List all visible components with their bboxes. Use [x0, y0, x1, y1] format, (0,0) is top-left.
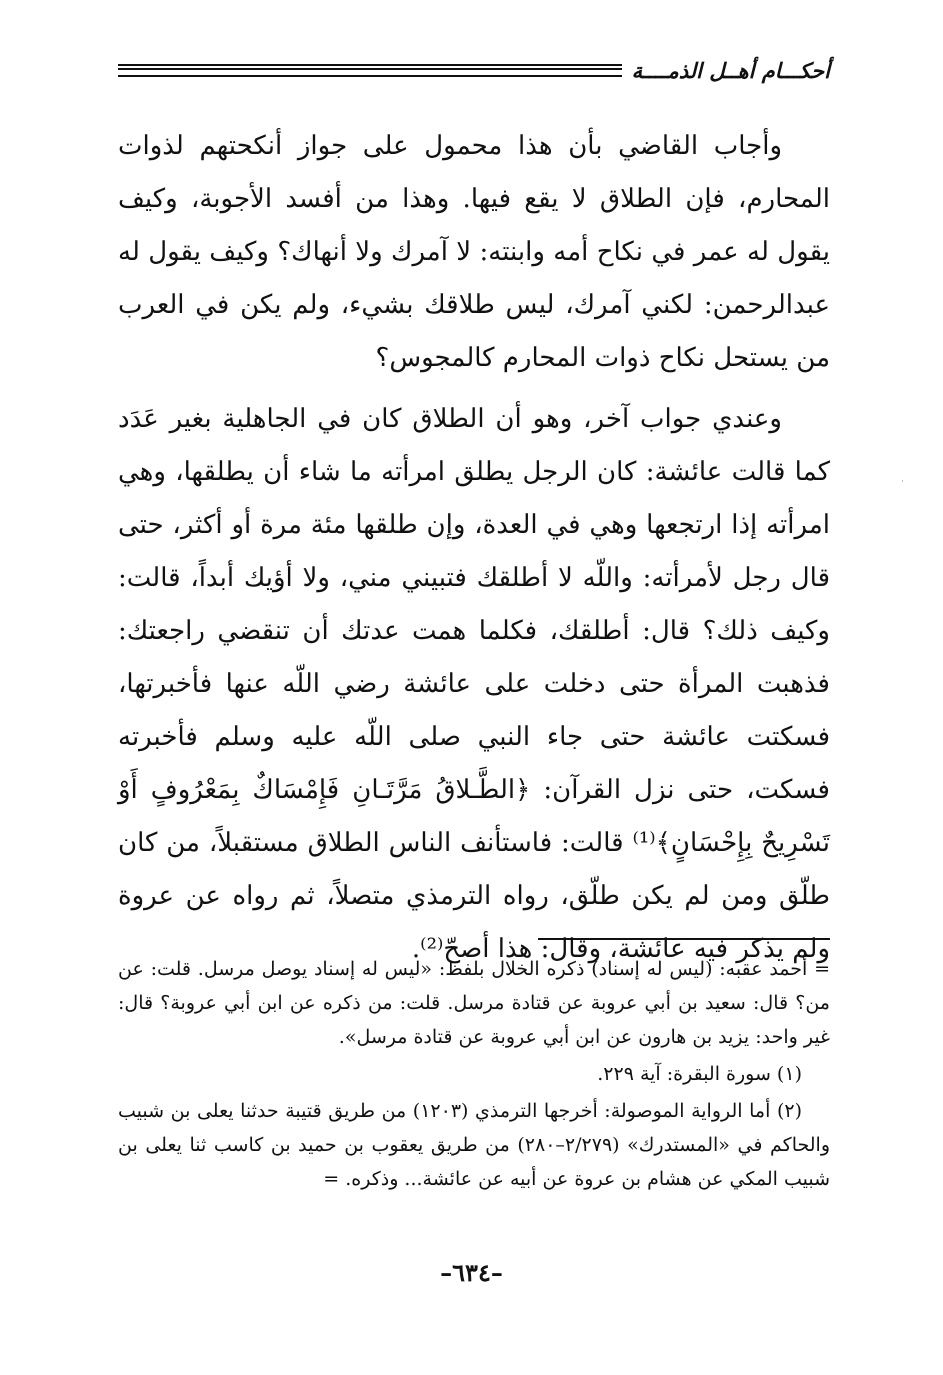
running-header-title: أحكـــام أهــل الذمــــة [631, 57, 830, 83]
running-header [118, 52, 830, 88]
footnote-separator [538, 938, 830, 940]
scan-speck [902, 480, 903, 482]
footnotes [118, 952, 830, 1199]
paragraph: وعندي جواب آخر، وهو أن الطلاق كان في الجاهلية بغير عَدَد كما قالت عائشة: كان الرجل يطلق امرأته ما شاء أن يطلقها، وهي امرأته إذا ارتجعها وهي في العدة، وإن طلقها مئة مرة أو أكثر، حتى قال رجل لأمرأته: واللّه لا أطلقك فتبيني مني، ولا أؤيك أبداً، قالت: وكيف ذلك؟ قال: أطلقك، فكلما همت عدتك أن تنقضي راجعتك: فذهبت المرأة حتى دخلت على عائشة رضي اللّه عنها فأخبرتها، فسكتت عائشة حتى جاء النبي صلى اللّه عليه وسلم فأخبرته فسكت، حتى نزل القرآن: ﴿الطَّـلاقُ مَرَّتَـانِ فَإِمْسَاكٌ بِمَعْرُوفٍ أَوْ تَسْرِيحٌ بِإِحْسَانٍ﴾⁽¹⁾ قالت: فاستأنف الناس الطلاق مستقبلاً، من كان طلّق ومن لم يكن طلّق، رواه الترمذي متصلاً، ثم رواه عن عروة ولم يذكر فيه عائشة، وقال: هذا أصحّ⁽²⁾. [118, 404, 830, 964]
header-rule [118, 64, 622, 77]
footnote-continuation: = أحمد عقبه: (ليس له إسناد) ذكره الخلال بلفظ: «ليس له إسناد يوصل مرسل. قلت: عن من؟ قال: سعيد بن أبي عروبة عن قتادة مرسل. قلت: من ذكره عن ابن أبي عروبة؟ قال: غير واحد: يزيد بن هارون عن ابن أبي عروبة عن قتادة مرسل». [118, 958, 830, 1048]
main-text [118, 120, 830, 976]
page-number: –٦٣٤– [440, 1258, 503, 1287]
footnote-1: (١) سورة البقرة: آية ٢٢٩. [597, 1063, 802, 1085]
paragraph: وأجاب القاضي بأن هذا محمول على جواز أنكحتهم لذوات المحارم، فإن الطلاق لا يقع فيها. وهذا من أفسد الأجوبة، وكيف يقول له عمر في نكاح أمه وابنته: لا آمرك ولا أنهاك؟ وكيف يقول له عبدالرحمن: لكني آمرك، ليس طلاقك بشيء، ولم يكن في العرب من يستحل نكاح ذوات المحارم كالمجوس؟ [118, 131, 831, 373]
footnote-2: (٢) أما الرواية الموصولة: أخرجها الترمذي (١٢٠٣) من طريق قتيبة حدثنا يعلى بن شبيب والحاكم في «المستدرك» (٢/٢٧٩–٢٨٠) من طريق يعقوب بن حميد بن كاسب ثنا يعلى بن شبيب المكي عن هشام بن عروة عن أبيه عن عائشة... وذكره. = [118, 1100, 830, 1190]
